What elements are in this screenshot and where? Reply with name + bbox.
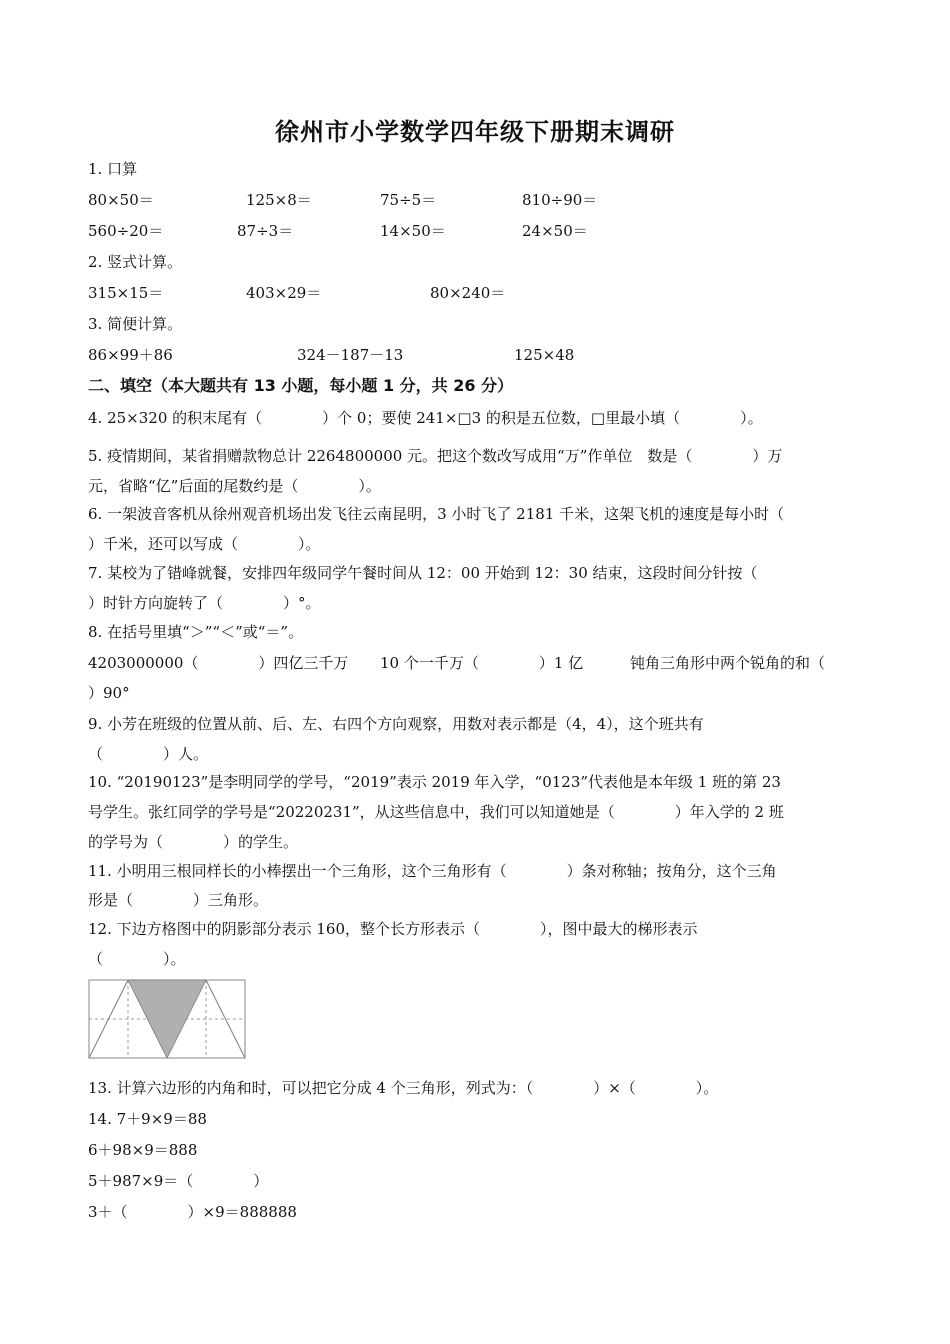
- q1-item: 80×50＝: [88, 191, 154, 209]
- q5-line1: 5. 疫情期间，某省捐赠款物总计 2264800000 元。把这个数改写成用“万”作单位 数是（ ）万: [88, 447, 783, 465]
- q1-item: 87÷3＝: [237, 222, 294, 240]
- q8-item: 4203000000（ ）四亿三千万: [88, 654, 349, 672]
- q10-line1: 10. “20190123”是李明同学的学号，“2019”表示 2019 年入学，“0123”代表他是本年级 1 班的第 23: [88, 773, 781, 791]
- q1-item: 75÷5＝: [380, 191, 437, 209]
- q10-line2: 号学生。张红同学的学号是“20220231”，从这些信息中，我们可以知道她是（ ）年入学的 2 班: [88, 803, 784, 821]
- q1-item: 24×50＝: [522, 222, 588, 240]
- q2-label: 2. 竖式计算。: [88, 253, 183, 271]
- q11-line2: 形是（ ）三角形。: [88, 891, 269, 909]
- section-heading: 二、填空（本大题共有 13 小题，每小题 1 分，共 26 分）: [88, 376, 514, 395]
- q2-item: 403×29＝: [246, 284, 322, 302]
- q4-text: 4. 25×320 的积末尾有（ ）个 0；要使 241×□3 的积是五位数，□里最小填（ ）。: [88, 409, 763, 427]
- q9-line2: （ ）人。: [88, 745, 209, 763]
- q8-line3: ）90°: [88, 684, 130, 702]
- q1-item: 14×50＝: [380, 222, 446, 240]
- q2-item: 80×240＝: [430, 284, 506, 302]
- q6-line2: ）千米，还可以写成（ ）。: [88, 535, 321, 553]
- q12-line2: （ ）。: [88, 950, 186, 968]
- grid-figure: [88, 979, 246, 1059]
- q14-line: 3＋（ ）×9＝888888: [88, 1203, 297, 1221]
- q3-label: 3. 简便计算。: [88, 315, 183, 333]
- q7-line1: 7. 某校为了错峰就餐，安排四年级同学午餐时间从 12：00 开始到 12：30 结束，这段时间分针按（: [88, 564, 758, 582]
- q13-text: 13. 计算六边形的内角和时，可以把它分成 4 个三角形，列式为：（ ）×（ ）。: [88, 1079, 719, 1097]
- page-title: 徐州市小学数学四年级下册期末调研: [275, 118, 675, 146]
- q14-line: 14. 7＋9×9＝88: [88, 1110, 207, 1128]
- q1-label: 1. 口算: [88, 160, 138, 178]
- q12-line1: 12. 下边方格图中的阴影部分表示 160，整个长方形表示（ ），图中最大的梯形表示: [88, 920, 698, 938]
- q11-line1: 11. 小明用三根同样长的小棒摆出一个三角形，这个三角形有（ ）条对称轴；按角分，这个三角: [88, 862, 777, 880]
- q7-line2: ）时针方向旋转了（ ）°。: [88, 594, 321, 612]
- q10-line3: 的学号为（ ）的学生。: [88, 833, 299, 851]
- q2-item: 315×15＝: [88, 284, 164, 302]
- q8-item: 10 个一千万（ ）1 亿: [380, 654, 584, 672]
- q14-line: 6＋98×9＝888: [88, 1141, 198, 1159]
- q1-item: 810÷90＝: [522, 191, 598, 209]
- q8-label: 8. 在括号里填“＞”“＜”或“＝”。: [88, 623, 304, 641]
- q1-item: 560÷20＝: [88, 222, 164, 240]
- q3-item: 125×48: [514, 346, 575, 364]
- q9-line1: 9. 小芳在班级的位置从前、后、左、右四个方向观察，用数对表示都是（4，4），这个班共有: [88, 715, 704, 733]
- q3-item: 324－187－13: [297, 346, 404, 364]
- q6-line1: 6. 一架波音客机从徐州观音机场出发飞往云南昆明，3 小时飞了 2181 千米，这架飞机的速度是每小时（: [88, 505, 785, 523]
- q5-line2: 元，省略“亿”后面的尾数约是（ ）。: [88, 477, 381, 495]
- q14-line: 5＋987×9＝（ ）: [88, 1172, 269, 1190]
- q8-item: 钝角三角形中两个锐角的和（: [630, 654, 826, 672]
- q1-item: 125×8＝: [246, 191, 312, 209]
- q3-item: 86×99＋86: [88, 346, 173, 364]
